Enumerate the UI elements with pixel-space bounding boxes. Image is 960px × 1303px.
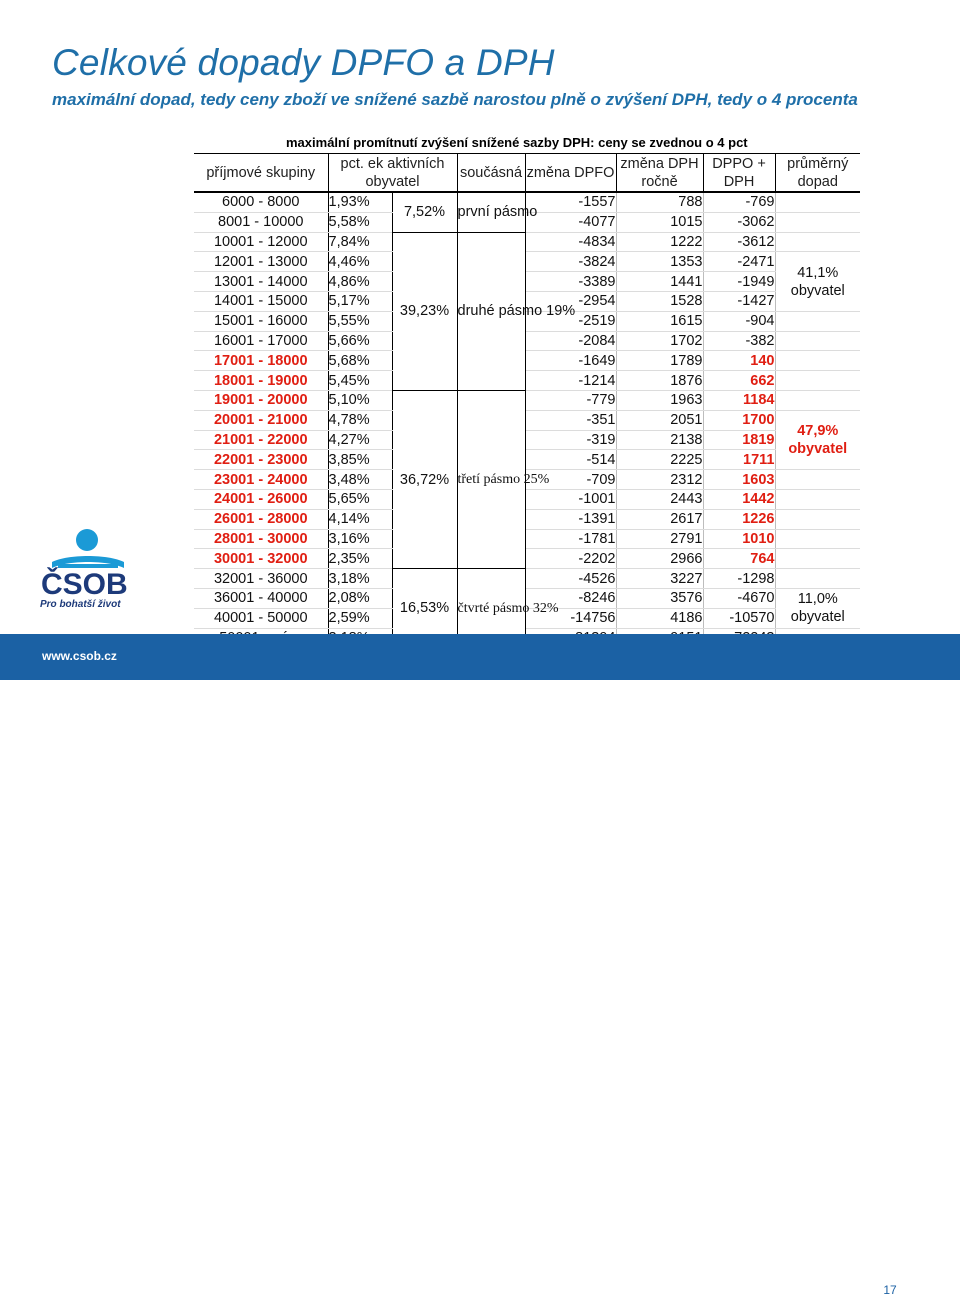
population-pct: 5,45% <box>328 371 392 391</box>
dpfo-change: -14756 <box>525 608 616 628</box>
dph-change: 1353 <box>616 252 703 272</box>
dph-change: 2617 <box>616 509 703 529</box>
header-avg: průměrný dopad <box>775 154 860 193</box>
dpfo-change: -1649 <box>525 351 616 371</box>
dpfo-change: -4834 <box>525 232 616 252</box>
population-pct: 5,55% <box>328 311 392 331</box>
average-impact-empty <box>775 489 860 509</box>
population-pct: 4,27% <box>328 430 392 450</box>
dph-change: 3227 <box>616 569 703 589</box>
average-impact-empty <box>775 311 860 331</box>
population-pct: 2,08% <box>328 588 392 608</box>
total-impact: -3062 <box>703 212 775 232</box>
total-impact: -1427 <box>703 291 775 311</box>
population-pct: 5,66% <box>328 331 392 351</box>
dpfo-change: -2954 <box>525 291 616 311</box>
table-row <box>194 192 860 212</box>
dph-change: 2312 <box>616 470 703 490</box>
dph-change: 1789 <box>616 351 703 371</box>
total-impact: 1442 <box>703 489 775 509</box>
dph-change: 1615 <box>616 311 703 331</box>
dph-change: 1702 <box>616 331 703 351</box>
income-range: 30001 - 32000 <box>194 549 328 569</box>
total-impact: -4670 <box>703 588 775 608</box>
average-impact-value: 11,0% <box>797 591 838 608</box>
header-dpfo: změna DPFO <box>525 154 616 193</box>
header-share: součásná <box>457 154 525 193</box>
dpfo-change: -1781 <box>525 529 616 549</box>
income-range: 19001 - 20000 <box>194 390 328 410</box>
income-range: 13001 - 14000 <box>194 272 328 292</box>
dph-change: 1015 <box>616 212 703 232</box>
population-pct: 1,93% <box>328 192 392 212</box>
dph-change: 2966 <box>616 549 703 569</box>
income-range: 6000 - 8000 <box>194 192 328 212</box>
average-impact-empty <box>775 569 860 589</box>
total-impact: -769 <box>703 192 775 212</box>
average-impact-value: 47,9% <box>797 422 839 439</box>
dph-change: 2791 <box>616 529 703 549</box>
total-impact: -382 <box>703 331 775 351</box>
population-pct: 5,68% <box>328 351 392 371</box>
total-impact: -1298 <box>703 569 775 589</box>
dpfo-change: -2519 <box>525 311 616 331</box>
dpfo-change: -4077 <box>525 212 616 232</box>
total-impact: 1700 <box>703 410 775 430</box>
dph-change: 1222 <box>616 232 703 252</box>
average-impact-empty <box>775 390 860 410</box>
table-row <box>194 410 860 430</box>
income-range: 26001 - 28000 <box>194 509 328 529</box>
table-row <box>194 351 860 371</box>
population-pct: 5,58% <box>328 212 392 232</box>
income-range: 8001 - 10000 <box>194 212 328 232</box>
header-dppo: DPPO + DPH <box>703 154 775 193</box>
average-impact-value: 41,1% <box>797 264 839 281</box>
population-pct: 5,65% <box>328 489 392 509</box>
average-impact-empty <box>775 212 860 232</box>
average-impact-empty <box>775 529 860 549</box>
dph-change: 2051 <box>616 410 703 430</box>
footer-url-link[interactable]: www.csob.cz <box>42 649 117 663</box>
table-row <box>194 569 860 589</box>
dpfo-change: -2084 <box>525 331 616 351</box>
total-impact: 140 <box>703 351 775 371</box>
dpfo-change: -1214 <box>525 371 616 391</box>
table-row <box>194 272 860 292</box>
dph-change: 788 <box>616 192 703 212</box>
tax-band-label: čtvrté pásmo 32% <box>457 569 525 648</box>
total-impact: -3612 <box>703 232 775 252</box>
total-impact: 1819 <box>703 430 775 450</box>
band-share: 39,23% <box>392 232 457 390</box>
dpfo-change: -1001 <box>525 489 616 509</box>
total-impact: 1226 <box>703 509 775 529</box>
impact-table-grid <box>194 124 860 648</box>
population-pct: 5,17% <box>328 291 392 311</box>
income-range: 40001 - 50000 <box>194 608 328 628</box>
total-impact: -1949 <box>703 272 775 292</box>
header-groups: příjmové skupiny <box>194 154 328 193</box>
page-number: 17 <box>870 1277 910 1301</box>
dpfo-change: -709 <box>525 470 616 490</box>
total-impact: -2471 <box>703 252 775 272</box>
total-impact: 1711 <box>703 450 775 470</box>
total-impact: 764 <box>703 549 775 569</box>
band-share: 7,52% <box>392 192 457 232</box>
table-row <box>194 549 860 569</box>
average-impact-label: obyvatel <box>790 609 845 626</box>
tax-band-label: třetí pásmo 25% <box>457 390 525 568</box>
total-impact: -904 <box>703 311 775 331</box>
dpfo-change: -1391 <box>525 509 616 529</box>
dpfo-change: -514 <box>525 450 616 470</box>
average-impact-label: obyvatel <box>790 282 845 299</box>
dph-change: 1876 <box>616 371 703 391</box>
average-impact-empty <box>775 470 860 490</box>
total-impact: -10570 <box>703 608 775 628</box>
average-impact <box>775 588 860 628</box>
income-range: 36001 - 40000 <box>194 588 328 608</box>
table-row <box>194 509 860 529</box>
average-impact-empty <box>775 509 860 529</box>
population-pct: 3,48% <box>328 470 392 490</box>
table-row <box>194 252 860 272</box>
impact-table <box>194 124 860 628</box>
table-title: maximální promítnutí zvýšení snížené sazby DPH: ceny se zvednou o 4 pct <box>194 124 860 154</box>
dpfo-change: -319 <box>525 430 616 450</box>
average-impact-empty <box>775 331 860 351</box>
average-impact-empty <box>775 549 860 569</box>
table-row <box>194 450 860 470</box>
income-range: 22001 - 23000 <box>194 450 328 470</box>
dpfo-change: -8246 <box>525 588 616 608</box>
dpfo-change: -1557 <box>525 192 616 212</box>
average-impact-empty <box>775 232 860 252</box>
dph-change: 2225 <box>616 450 703 470</box>
dph-change: 1441 <box>616 272 703 292</box>
table-row <box>194 371 860 391</box>
population-pct: 7,84% <box>328 232 392 252</box>
total-impact: 1603 <box>703 470 775 490</box>
dpfo-change: -2202 <box>525 549 616 569</box>
population-pct: 3,18% <box>328 569 392 589</box>
dph-change: 1963 <box>616 390 703 410</box>
tax-band-label: první pásmo <box>457 192 525 232</box>
income-range: 18001 - 19000 <box>194 371 328 391</box>
slide-subtitle: maximální dopad, tedy ceny zboží ve snížené sazbě narostou plně o zvýšení DPH, tedy o 4 procenta <box>52 90 858 109</box>
header-pct: pct. ek aktivních obyvatel <box>328 154 457 193</box>
average-impact-label: obyvatel <box>788 440 848 457</box>
dpfo-change: -3389 <box>525 272 616 292</box>
income-range: 16001 - 17000 <box>194 331 328 351</box>
slide-title: Celkové dopady DPFO a DPH <box>52 42 555 83</box>
income-range: 17001 - 18000 <box>194 351 328 371</box>
income-range: 23001 - 24000 <box>194 470 328 490</box>
income-range: 24001 - 26000 <box>194 489 328 509</box>
population-pct: 3,16% <box>328 529 392 549</box>
band-share: 36,72% <box>392 390 457 568</box>
income-range: 28001 - 30000 <box>194 529 328 549</box>
population-pct: 5,10% <box>328 390 392 410</box>
dph-change: 4186 <box>616 608 703 628</box>
table-row <box>194 232 860 252</box>
table-row <box>194 331 860 351</box>
income-range: 10001 - 12000 <box>194 232 328 252</box>
total-impact: 1184 <box>703 390 775 410</box>
dpfo-change: -351 <box>525 410 616 430</box>
table-row <box>194 489 860 509</box>
header-dph: změna DPH ročně <box>616 154 703 193</box>
average-impact <box>775 410 860 469</box>
logo-wordmark: ČSOB <box>41 568 128 601</box>
income-range: 21001 - 22000 <box>194 430 328 450</box>
dph-change: 1528 <box>616 291 703 311</box>
population-pct: 4,78% <box>328 410 392 430</box>
income-range: 14001 - 15000 <box>194 291 328 311</box>
average-impact-empty <box>775 371 860 391</box>
logo-tagline: Pro bohatší život <box>40 599 121 610</box>
total-impact: 662 <box>703 371 775 391</box>
income-range: 20001 - 21000 <box>194 410 328 430</box>
dph-change: 2138 <box>616 430 703 450</box>
income-range: 15001 - 16000 <box>194 311 328 331</box>
table-row <box>194 390 860 410</box>
dpfo-change: -3824 <box>525 252 616 272</box>
income-range: 32001 - 36000 <box>194 569 328 589</box>
dph-change: 2443 <box>616 489 703 509</box>
population-pct: 4,14% <box>328 509 392 529</box>
total-impact: 1010 <box>703 529 775 549</box>
dph-change: 3576 <box>616 588 703 608</box>
population-pct: 3,85% <box>328 450 392 470</box>
income-range: 12001 - 13000 <box>194 252 328 272</box>
average-impact-empty <box>775 351 860 371</box>
population-pct: 2,35% <box>328 549 392 569</box>
population-pct: 4,86% <box>328 272 392 292</box>
average-impact-empty <box>775 192 860 212</box>
population-pct: 4,46% <box>328 252 392 272</box>
band-share: 16,53% <box>392 569 457 648</box>
average-impact <box>775 252 860 311</box>
dpfo-change: -779 <box>525 390 616 410</box>
tax-band-label: druhé pásmo 19% <box>457 232 525 390</box>
table-row <box>194 529 860 549</box>
population-pct: 2,59% <box>328 608 392 628</box>
dpfo-change: -4526 <box>525 569 616 589</box>
table-row <box>194 430 860 450</box>
footer-bar <box>0 634 960 1297</box>
